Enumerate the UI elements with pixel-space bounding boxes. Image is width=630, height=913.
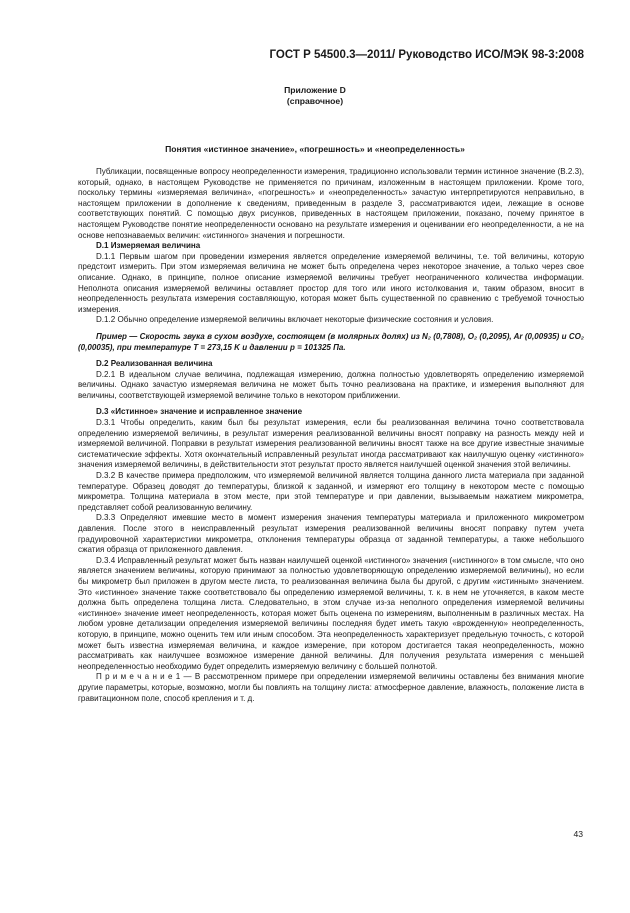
annex-subtitle: (справочное) <box>286 96 344 106</box>
paragraph-d31: D.3.1 Чтобы определить, каким был бы результат измерения, если бы реализованная величина точно соответствовала определению измеряемой величины, в результат измерения реализованной величины вносят поправку на разность между ней и измеряемой величиной. Поправки в результат измерения реализованной величины вносят также на все другие известные значимые систематические эффекты. Хотя окончательный исправленный результат иногда рассматривают как наилучшую оценку «истинного» значения измеряемой величины, в действительности этот результат просто является наилучшей оценкой значения этой величины. <box>78 418 584 470</box>
paragraph-d32: D.3.2 В качестве примера предположим, что измеряемой величиной является толщина данного листа материала при заданной температуре. Образец доводят до температуры, близкой к заданной, и измеряют его толщину в некотором месте с помощью микрометра. Толщина материала в этом месте, при этой температуре и при давлении, вызываемым нажатием микрометра, представляет собой реализованную величину. <box>78 471 584 512</box>
note-paragraph: П р и м е ч а н и е 1 — В рассмотренном примере при определении измеряемой величины оставлены без внимания многие другие параметры, которые, возможно, могли бы повлиять на толщину листа: атмосферное давление, влажность, положение листа в гравитационном поле, способ крепления и т. д. <box>78 672 584 703</box>
example-paragraph: Пример — Скорость звука в сухом воздухе, состоящем (в молярных долях) из N₂ (0,7808), O₂ (0,2095), Ar (0,00935) и CO₂ (0,00035), при температуре T = 273,15 K и давлении p = 101325 Па. <box>78 331 584 352</box>
paragraph-d34: D.3.4 Исправленный результат может быть назван наилучшей оценкой «истинного» значения («истинного» в том смысле, что оно является значением величины, которую принимают за полностью удовлетворяющую определению измеряемой величины), но если бы микрометр был приложен в другом месте листа, то реализованная величина была бы другой, с другим «истинным» значением. Это «истинное» значение также соответствовало бы определению измеряемой величины, т. к. в нем не уточняется, в каком месте должна быть определена толщина листа. Следовательно, в этом случае из-за неполного определения измеряемой величины «истинное» значение имеет неопределенность, которая может быть оценена по измерениям, выполненным в различных местах. На любом уровне детализации определения измеряемой величины последняя будет иметь такую «врожденную» неопределенность, которую, в принципе, можно оценить тем или иным способом. Эта неопределенность характеризует предельную точность, с которой может быть известна измеряемая величина, и каждое измерение, при котором достигается такая неопределенность, можно рассматривать как наилучшее возможное измерение данной величины. Для получения результата измерения с меньшей неопределенностью необходимо будет определить измеряемую величину с большей полнотой. <box>78 555 584 671</box>
heading-d2: D.2 Реализованная величина <box>96 359 213 369</box>
document-body <box>78 167 584 704</box>
running-header: ГОСТ Р 54500.3—2011/ Руководство ИСО/МЭК 98-3:2008 <box>269 49 584 61</box>
heading-d3: D.3 «Истинное» значение и исправленное значение <box>96 407 303 417</box>
intro-paragraph: Публикации, посвященные вопросу неопределенности измерения, традиционно использовали термин истинное значение (B.2.3), который, однако, в настоящем Руководстве не применяется по причинам, изложенным в настоящем приложении. Кроме того, поскольку термины «измеряемая величина», «погрешность» и «неопределенность» зачастую интерпретируются неправильно, в настоящем приложении в дополнение к сведениям, приведенным в разделе 3, рассматриваются идеи, лежащие в основе соответствующих понятий. С помощью двух рисунков, приведенных в настоящем приложении, показано, почему принятое в настоящем Руководстве понятие неопределенности основано на результате измерения и оценивании его неопределенности, а не на основе непознаваемых величин: «истинного» значения и погрешности. <box>78 167 584 240</box>
annex-title: Приложение D <box>284 85 346 95</box>
paragraph-d21: D.2.1 В идеальном случае величина, подлежащая измерению, должна полностью удовлетворять определению измеряемой величины. Однако зачастую измеряемая величина не может быть точно реализована на практике, и измерения выполняют для величины, соответствующей измеряемой величине только в некотором приближении. <box>78 369 584 400</box>
heading-d1: D.1 Измеряемая величина <box>96 241 201 251</box>
page-number: 43 <box>573 829 583 839</box>
paragraph-d11: D.1.1 Первым шагом при проведении измерения является определение измеряемой величины, т.е. той величины, которую предстоит измерить. При этом измеряемая величина не может быть определена через некоторое значение, а только через свое описание. Однако, в принципе, полное описание измеряемой величины требует неограниченного количества информации. Неполнота описания измеряемой величины оставляет простор для того или иного истолкования и, таким образом, вносит в неопределенность результата измерения составляющую, которая может быть существенной по сравнению с требуемой точностью измерения. <box>78 251 584 314</box>
section-title: Понятия «истинное значение», «погрешность» и «неопределенность» <box>165 144 465 154</box>
paragraph-d33: D.3.3 Определяют имевшие место в момент измерения значения температуры материала и приложенного микрометром давления. После этого в неисправленный результат измерения реализованной величины вносят поправку путем учета градуировочной характеристики микрометра, отклонения температуры образца от заданной температуры, а также небольшого сжатия образца от приложенного давления. <box>78 513 584 555</box>
paragraph-d12: D.1.2 Обычно определение измеряемой величины включает некоторые физические состояния и условия. <box>96 315 494 325</box>
